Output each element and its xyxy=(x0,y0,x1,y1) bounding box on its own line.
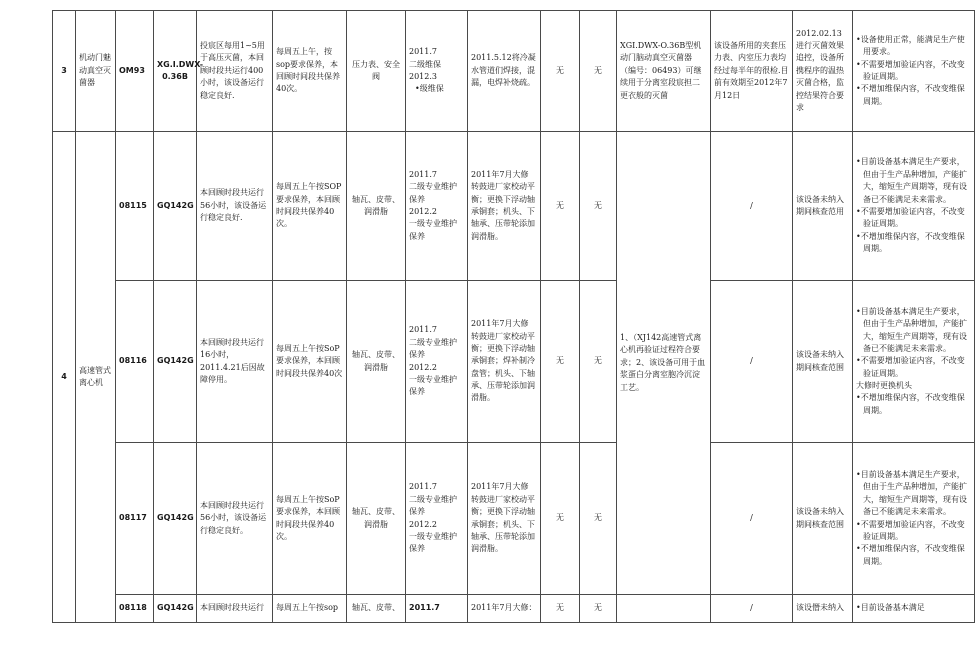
level-date: 2011.7 xyxy=(409,47,437,57)
table-row xyxy=(53,443,975,595)
repair-cell: 2011年7月大修 转鼓进厂家校动平衡；更换下浮动轴承铜套；机头、下轴承、压带轮添加润滑脂。 xyxy=(468,443,541,595)
level-date: 2012.3 xyxy=(409,72,437,81)
verification-cell: / xyxy=(711,132,793,281)
parts-cell: 轴瓦、皮带、润滑脂 xyxy=(347,443,406,595)
equipment-model: XG.I.DWX-0.36B xyxy=(154,11,197,132)
conclusion-cell xyxy=(853,132,975,281)
level-text: 二级专业维护保养 xyxy=(409,494,457,517)
service-level-cell: 2011.7 xyxy=(406,595,468,623)
verification-cell: / xyxy=(711,443,793,595)
level-date: 2011.7 xyxy=(409,169,437,179)
equipment-review-table xyxy=(52,10,975,623)
maintenance-cell: 每周五上午按sop xyxy=(273,595,347,623)
status-cell: 无 xyxy=(580,11,617,132)
table-row xyxy=(53,281,975,443)
conclusion-line: •不需要增加验证内容，不改变验证周期。 xyxy=(856,59,965,81)
conclusion-line: •设备使用正常，能满足生产使用要求。 xyxy=(856,34,965,57)
level-date: 2012.2 xyxy=(409,362,437,372)
validation-cell: 该设备未纳入期间核查范用 xyxy=(793,132,853,281)
level-text: 二级专业维护保养 xyxy=(409,337,457,360)
verification-cell: / xyxy=(711,281,793,443)
conclusion-line: •不需要增加验证内容，不改变验证周期。 xyxy=(856,356,965,378)
maintenance-cell: 每周五上午，按sop要求保养，本回顾时间段共保养40次。 xyxy=(273,11,347,132)
level-date: 2012.2 xyxy=(409,519,437,529)
validation-cell: 2012.02.13进行灭菌效果追控，设备所携程序的温热灭菌合格，监控结果符合要求 xyxy=(793,11,853,132)
level-date: 2011.7 xyxy=(409,482,437,492)
table-row xyxy=(53,595,975,623)
level-date: 2012.2 xyxy=(409,207,437,216)
maintenance-cell: 每周五上午按SOP要求保养，本回顾时间段共保养40次。 xyxy=(273,132,347,281)
service-level-cell xyxy=(406,443,468,595)
conclusion-line: •不需要增加验证内容，不改变验证周期。 xyxy=(856,519,965,541)
status-cell: 无 xyxy=(580,595,617,623)
parts-cell: 轴瓦、皮带、润滑脂 xyxy=(347,281,406,443)
conclusion-line: 大修时更换机头 xyxy=(856,381,912,391)
usage-cell: 本回顾时段共运行56小时，该设备运行稳定良好. xyxy=(197,132,273,281)
conclusion-line: •不增加维保内容，不改变维保周期。 xyxy=(856,84,965,106)
repair-cell: 2011年7月大修 转鼓进厂家校动平衡；更换下浮动轴承铜套；焊补制冷盘管；机头、下轴承、压带轮添加润滑脂。 xyxy=(468,281,541,443)
validation-cell: 该设备未纳入期间核查范围 xyxy=(793,443,853,595)
usage-cell: 本回顾时段共运行56小时，该设备运行稳定良好。 xyxy=(197,443,273,595)
verification-cell: / xyxy=(711,595,793,623)
status-cell: 无 xyxy=(541,281,580,443)
level-date: 2011.7 xyxy=(409,325,437,335)
conclusion-cell xyxy=(853,281,975,443)
level-text: 一级专业维护保养 xyxy=(409,374,457,397)
status-cell: 无 xyxy=(580,443,617,595)
row-seq: 4 xyxy=(53,132,76,623)
conclusion-line: •不增加维保内容，不改变维保周期。 xyxy=(856,393,965,415)
conclusion-line: •不需要增加验证内容，不改变验证周期。 xyxy=(856,207,965,229)
level-text: 二级专业维护保养 xyxy=(409,182,457,204)
conclusion-line: •目前设备基本满足生产要求，但由于生产品种增加，产能扩大，缩短生产周期等，现有设备已不能满足未来需求。 xyxy=(856,469,967,517)
status-cell: 无 xyxy=(541,132,580,281)
level-text: 一级专业维护保养 xyxy=(409,531,457,554)
equipment-code: 08117 xyxy=(116,443,154,595)
change-cell: 1、（XJ142高速管式离心机再验证过程符合要求；2、该设备可用于血浆蛋白分离室胞冷沉淀工艺。 xyxy=(617,132,711,595)
status-cell: 无 xyxy=(541,11,580,132)
change-cell xyxy=(617,595,711,623)
service-level-cell xyxy=(406,281,468,443)
parts-cell: 压力表、安全阀 xyxy=(347,11,406,132)
level-text: 二级维保 xyxy=(409,59,441,69)
conclusion-cell: •目前设备基本满足 xyxy=(853,595,975,623)
validation-cell: 该设备未纳入期间核查范围 xyxy=(793,281,853,443)
parts-cell: 轴瓦、皮带、润滑脂 xyxy=(347,132,406,281)
equipment-code: 08118 xyxy=(116,595,154,623)
maintenance-cell: 每周五上午按SoP要求保养，本回顾时间段共保养40次 xyxy=(273,281,347,443)
conclusion-line: •不增加维保内容，不改变维保周期。 xyxy=(856,231,965,254)
status-cell: 无 xyxy=(541,595,580,623)
table-row xyxy=(53,11,975,132)
usage-cell: 投宸区每用1~5用于高压灭菌，本回顾时段共运行400小时，该设备运行稳定良好. xyxy=(197,11,273,132)
row-seq: 3 xyxy=(53,11,76,132)
equipment-model: GQ142G xyxy=(154,132,197,281)
conclusion-cell xyxy=(853,11,975,132)
equipment-code: OM93 xyxy=(116,11,154,132)
status-cell: 无 xyxy=(580,281,617,443)
parts-cell: 轴瓦、皮带、 xyxy=(347,595,406,623)
validation-cell: 该设僭未纳入 xyxy=(793,595,853,623)
equipment-name: 高速管式离心机 xyxy=(76,132,116,623)
maintenance-cell: 每周五上午按SoP要求保养，本回顾时间段共保养40次。 xyxy=(273,443,347,595)
equipment-code: 08115 xyxy=(116,132,154,281)
equipment-model: GQ142G xyxy=(154,443,197,595)
usage-cell: 本回顾时段共运行 xyxy=(197,595,273,623)
equipment-model: GQ142G xyxy=(154,281,197,443)
equipment-name: 机动门魅动真空灭菌器 xyxy=(76,11,116,132)
conclusion-line: •目前设备基本满足生产要求，但由于生产品种增加，产能扩大，缩短生产周期等，现有设备已不能满足未来需求。 xyxy=(856,306,967,353)
conclusion-cell xyxy=(853,443,975,595)
service-level-cell xyxy=(406,132,468,281)
status-cell: 无 xyxy=(580,132,617,281)
status-cell: 无 xyxy=(541,443,580,595)
verification-cell: 该设备所用的夹套压力表、内室压力表均经过每半年的很检.目前有效期至2012年7月12日 xyxy=(711,11,793,132)
equipment-model: GQ142G xyxy=(154,595,197,623)
service-level-cell xyxy=(406,11,468,132)
usage-cell: 本回顾时段共运行16小时，2011.4.21后因故障停用。 xyxy=(197,281,273,443)
level-text: 一级专业维护保养 xyxy=(409,219,457,241)
conclusion-line: •目前设备基本满足生产要求，但由于生产品种增加，产能扩大，缩短生产周期等，现有设备已不能满足未来需求。 xyxy=(856,157,967,204)
equipment-code: 08116 xyxy=(116,281,154,443)
conclusion-line: •不增加维保内容，不改变维保周期。 xyxy=(856,544,965,566)
repair-cell: 2011年7月大修： xyxy=(468,595,541,623)
table-row xyxy=(53,132,975,281)
change-cell: XGI.DWX-O.36B型机动门脑动真空灭菌器（编号：06493）可继续用于分离室段宸担二更衣般的灭菌 xyxy=(617,11,711,132)
repair-cell: 2011年7月大修 转鼓进厂家校动平衡；更换下浮动轴承铜套；机头、下轴承、压带轮添加润滑脂。 xyxy=(468,132,541,281)
level-text: •级维保 xyxy=(415,84,444,94)
repair-cell: 2011.5.12将冷凝水管道们焊接，混漏，电焊补烧疏。 xyxy=(468,11,541,132)
